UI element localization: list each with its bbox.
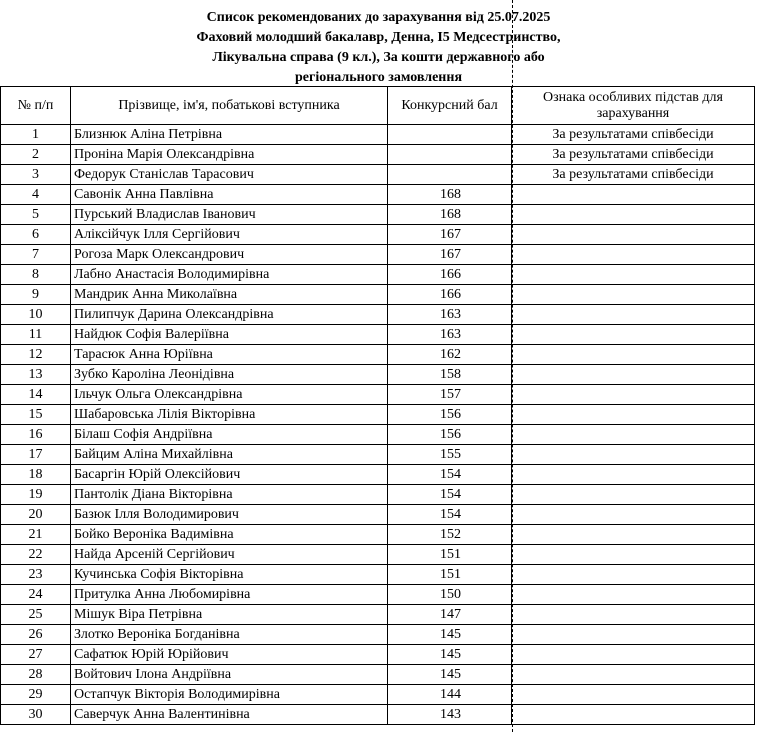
table-row <box>1 385 755 405</box>
cell-number: 17 <box>1 445 71 465</box>
cell-number: 6 <box>1 225 71 245</box>
cell-score: 166 <box>388 265 512 285</box>
table-row <box>1 165 755 185</box>
cell-name: Мандрик Анна Миколаївна <box>71 285 388 305</box>
document-title <box>0 8 757 88</box>
cell-note <box>512 605 755 625</box>
cell-name: Аліксійчук Ілля Сергійович <box>71 225 388 245</box>
cell-score: 150 <box>388 585 512 605</box>
cell-number: 2 <box>1 145 71 165</box>
header-score: Конкурсний бал <box>388 87 512 125</box>
cell-name: Байцим Аліна Михайлівна <box>71 445 388 465</box>
cell-number: 16 <box>1 425 71 445</box>
cell-number: 18 <box>1 465 71 485</box>
cell-note <box>512 285 755 305</box>
cell-number: 20 <box>1 505 71 525</box>
title-line-2: Фаховий молодший бакалавр, Денна, І5 Медсестринство, <box>196 30 561 45</box>
cell-name: Білаш Софія Андріївна <box>71 425 388 445</box>
cell-number: 12 <box>1 345 71 365</box>
table-row <box>1 685 755 705</box>
cell-number: 14 <box>1 385 71 405</box>
cell-score: 145 <box>388 625 512 645</box>
cell-number: 13 <box>1 365 71 385</box>
cell-note <box>512 485 755 505</box>
cell-note <box>512 505 755 525</box>
table-row <box>1 405 755 425</box>
cell-name: Тарасюк Анна Юріївна <box>71 345 388 365</box>
cell-score: 157 <box>388 385 512 405</box>
cell-score: 147 <box>388 605 512 625</box>
cell-number: 22 <box>1 545 71 565</box>
cell-number: 21 <box>1 525 71 545</box>
cell-score: 156 <box>388 425 512 445</box>
table-row <box>1 185 755 205</box>
table-row <box>1 665 755 685</box>
cell-note <box>512 645 755 665</box>
table-row <box>1 305 755 325</box>
cell-score: 143 <box>388 705 512 725</box>
cell-name: Базюк Ілля Володимирович <box>71 505 388 525</box>
table-row <box>1 525 755 545</box>
table-row <box>1 325 755 345</box>
cell-score: 162 <box>388 345 512 365</box>
title-line-3: Лікувальна справа (9 кл.), За кошти державного або <box>212 50 545 65</box>
table-row <box>1 285 755 305</box>
cell-number: 5 <box>1 205 71 225</box>
cell-number: 19 <box>1 485 71 505</box>
table-row <box>1 485 755 505</box>
cell-score <box>388 165 512 185</box>
cell-name: Пурський Владислав Іванович <box>71 205 388 225</box>
cell-note <box>512 205 755 225</box>
table-row <box>1 705 755 725</box>
page-break-line <box>512 0 513 732</box>
cell-number: 9 <box>1 285 71 305</box>
cell-name: Злотко Вероніка Богданівна <box>71 625 388 645</box>
table-row <box>1 625 755 645</box>
cell-note <box>512 705 755 725</box>
cell-score: 154 <box>388 465 512 485</box>
cell-name: Близнюк Аліна Петрівна <box>71 125 388 145</box>
cell-note <box>512 385 755 405</box>
cell-score: 166 <box>388 285 512 305</box>
cell-score: 156 <box>388 405 512 425</box>
applicants-table <box>0 86 755 725</box>
cell-score <box>388 125 512 145</box>
cell-number: 26 <box>1 625 71 645</box>
cell-number: 3 <box>1 165 71 185</box>
cell-score: 151 <box>388 545 512 565</box>
cell-name: Шабаровська Лілія Вікторівна <box>71 405 388 425</box>
cell-note <box>512 685 755 705</box>
cell-name: Найдюк Софія Валеріївна <box>71 325 388 345</box>
cell-note <box>512 245 755 265</box>
cell-number: 28 <box>1 665 71 685</box>
cell-name: Найда Арсеній Сергійович <box>71 545 388 565</box>
table-row <box>1 445 755 465</box>
table-row <box>1 605 755 625</box>
cell-name: Басаргін Юрій Олексійович <box>71 465 388 485</box>
cell-name: Сафатюк Юрій Юрійович <box>71 645 388 665</box>
table-row <box>1 145 755 165</box>
cell-name: Рогоза Марк Олександрович <box>71 245 388 265</box>
cell-name: Войтович Ілона Андріївна <box>71 665 388 685</box>
table-row <box>1 425 755 445</box>
cell-note <box>512 445 755 465</box>
table-row <box>1 545 755 565</box>
cell-number: 15 <box>1 405 71 425</box>
cell-score: 167 <box>388 225 512 245</box>
title-line-4: регіонального замовлення <box>294 70 463 85</box>
cell-number: 8 <box>1 265 71 285</box>
cell-note <box>512 325 755 345</box>
table-body <box>1 125 755 725</box>
cell-name: Пилипчук Дарина Олександрівна <box>71 305 388 325</box>
cell-note <box>512 365 755 385</box>
cell-score: 145 <box>388 665 512 685</box>
table-row <box>1 365 755 385</box>
cell-score: 154 <box>388 505 512 525</box>
cell-name: Лабно Анастасія Володимирівна <box>71 265 388 285</box>
table-row <box>1 125 755 145</box>
cell-note <box>512 465 755 485</box>
cell-number: 1 <box>1 125 71 145</box>
cell-score: 168 <box>388 205 512 225</box>
cell-number: 24 <box>1 585 71 605</box>
cell-note <box>512 405 755 425</box>
cell-note <box>512 225 755 245</box>
table-row <box>1 245 755 265</box>
cell-score <box>388 145 512 165</box>
cell-number: 23 <box>1 565 71 585</box>
cell-note <box>512 525 755 545</box>
cell-note <box>512 305 755 325</box>
table-header-row <box>1 87 755 125</box>
cell-number: 30 <box>1 705 71 725</box>
cell-score: 152 <box>388 525 512 545</box>
cell-note <box>512 545 755 565</box>
cell-note <box>512 625 755 645</box>
cell-name: Кучинська Софія Вікторівна <box>71 565 388 585</box>
cell-name: Мішук Віра Петрівна <box>71 605 388 625</box>
cell-score: 168 <box>388 185 512 205</box>
cell-note: За результатами співбесіди <box>512 125 755 145</box>
cell-score: 155 <box>388 445 512 465</box>
cell-name: Остапчук Вікторія Володимирівна <box>71 685 388 705</box>
cell-note <box>512 265 755 285</box>
cell-score: 145 <box>388 645 512 665</box>
cell-score: 163 <box>388 305 512 325</box>
cell-note <box>512 585 755 605</box>
table-row <box>1 265 755 285</box>
table-row <box>1 505 755 525</box>
cell-name: Ільчук Ольга Олександрівна <box>71 385 388 405</box>
cell-name: Федорук Станіслав Тарасович <box>71 165 388 185</box>
header-number: № п/п <box>1 87 71 125</box>
cell-note <box>512 345 755 365</box>
table-row <box>1 585 755 605</box>
cell-name: Пантолік Діана Вікторівна <box>71 485 388 505</box>
cell-score: 158 <box>388 365 512 385</box>
cell-name: Зубко Кароліна Леонідівна <box>71 365 388 385</box>
cell-note <box>512 565 755 585</box>
table-row <box>1 225 755 245</box>
table-row <box>1 565 755 585</box>
table-row <box>1 465 755 485</box>
cell-number: 4 <box>1 185 71 205</box>
cell-number: 11 <box>1 325 71 345</box>
cell-note: За результатами співбесіди <box>512 165 755 185</box>
cell-score: 151 <box>388 565 512 585</box>
cell-name: Савонік Анна Павлівна <box>71 185 388 205</box>
cell-note <box>512 425 755 445</box>
cell-note <box>512 185 755 205</box>
cell-name: Проніна Марія Олександрівна <box>71 145 388 165</box>
cell-score: 144 <box>388 685 512 705</box>
table-row <box>1 645 755 665</box>
cell-score: 154 <box>388 485 512 505</box>
cell-number: 25 <box>1 605 71 625</box>
title-line-1: Список рекомендованих до зарахування від 25.07.2025 <box>206 10 551 25</box>
header-note: Ознака особливих підстав для зарахування <box>512 87 755 125</box>
table-row <box>1 205 755 225</box>
cell-name: Саверчук Анна Валентинівна <box>71 705 388 725</box>
cell-note <box>512 665 755 685</box>
cell-number: 10 <box>1 305 71 325</box>
cell-number: 29 <box>1 685 71 705</box>
header-name: Прізвище, ім'я, побатькові вступника <box>71 87 388 125</box>
cell-score: 163 <box>388 325 512 345</box>
cell-number: 7 <box>1 245 71 265</box>
cell-number: 27 <box>1 645 71 665</box>
cell-name: Бойко Вероніка Вадимівна <box>71 525 388 545</box>
cell-score: 167 <box>388 245 512 265</box>
cell-name: Притулка Анна Любомирівна <box>71 585 388 605</box>
cell-note: За результатами співбесіди <box>512 145 755 165</box>
table-row <box>1 345 755 365</box>
